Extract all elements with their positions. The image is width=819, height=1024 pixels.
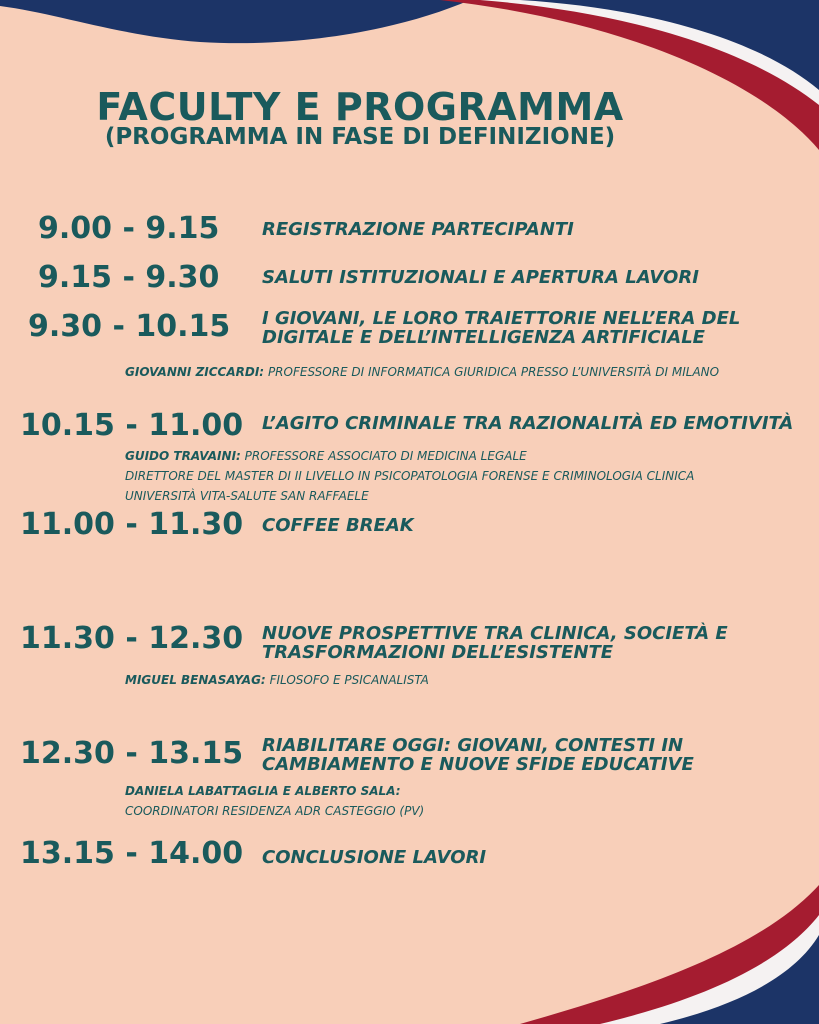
event-title — [262, 624, 802, 662]
time-slot: 11.30 - 12.30 — [20, 621, 244, 656]
event-title-line: I GIOVANI, LE LORO TRAIETTORIE NELL’ERA DEL — [262, 308, 741, 329]
event-title: REGISTRAZIONE PARTECIPANTI — [262, 219, 574, 240]
time-slot: 13.15 - 14.00 — [20, 836, 244, 871]
event-title: CONCLUSIONE LAVORI — [262, 847, 487, 868]
time-slot: 11.00 - 11.30 — [20, 507, 244, 542]
event-title: SALUTI ISTITUZIONALI E APERTURA LAVORI — [262, 267, 699, 288]
speaker-role: PROFESSORE ASSOCIATO DI MEDICINA LEGALE — [244, 449, 527, 463]
time-slot: 9.15 - 9.30 — [38, 260, 220, 295]
event-title-line: DIGITALE E DELL’INTELLIGENZA ARTIFICIALE — [262, 327, 705, 348]
event-title — [262, 736, 802, 774]
speaker-role: PROFESSORE DI INFORMATICA GIURIDICA PRESSO L’UNIVERSITÀ DI MILANO — [267, 365, 720, 379]
speaker-role-line: DIRETTORE DEL MASTER DI II LIVELLO IN PSICOPATOLOGIA FORENSE E CRIMINOLOGIA CLINICA — [125, 469, 695, 483]
speaker-info — [125, 362, 805, 382]
time-slot: 10.15 - 11.00 — [20, 408, 244, 443]
event-title-line: TRASFORMAZIONI DELL’ESISTENTE — [262, 642, 614, 663]
event-title-line: RIABILITARE OGGI: GIOVANI, CONTESTI IN — [262, 735, 684, 756]
speaker-info — [125, 670, 805, 690]
speaker-role: COORDINATORI RESIDENZA ADR CASTEGGIO (PV) — [125, 804, 425, 818]
speaker-name: GUIDO TRAVAINI: — [125, 449, 241, 463]
speaker-info — [125, 446, 805, 506]
speaker-name: MIGUEL BENASAYAG: — [125, 673, 266, 687]
event-title-line: NUOVE PROSPETTIVE TRA CLINICA, SOCIETÀ E — [262, 623, 728, 644]
top-wave-navy — [0, 0, 470, 43]
time-slot: 9.00 - 9.15 — [38, 211, 220, 246]
speaker-affiliation: UNIVERSITÀ VITA-SALUTE SAN RAFFAELE — [125, 489, 369, 503]
time-slot: 9.30 - 10.15 — [28, 309, 231, 344]
event-title: COFFEE BREAK — [262, 515, 414, 536]
speaker-name: GIOVANNI ZICCARDI: — [125, 365, 265, 379]
event-title — [262, 309, 802, 347]
page-title: FACULTY E PROGRAMMA — [96, 85, 624, 129]
speaker-name: DANIELA LABATTAGLIA E ALBERTO SALA: — [125, 784, 401, 798]
speaker-info — [125, 781, 805, 821]
speaker-role: FILOSOFO E PSICANALISTA — [269, 673, 429, 687]
event-title: L’AGITO CRIMINALE TRA RAZIONALITÀ ED EMOTIVITÀ — [262, 413, 794, 434]
time-slot: 12.30 - 13.15 — [20, 736, 244, 771]
event-title-line: CAMBIAMENTO E NUOVE SFIDE EDUCATIVE — [262, 754, 694, 775]
page-subtitle: (PROGRAMMA IN FASE DI DEFINIZIONE) — [104, 124, 616, 150]
